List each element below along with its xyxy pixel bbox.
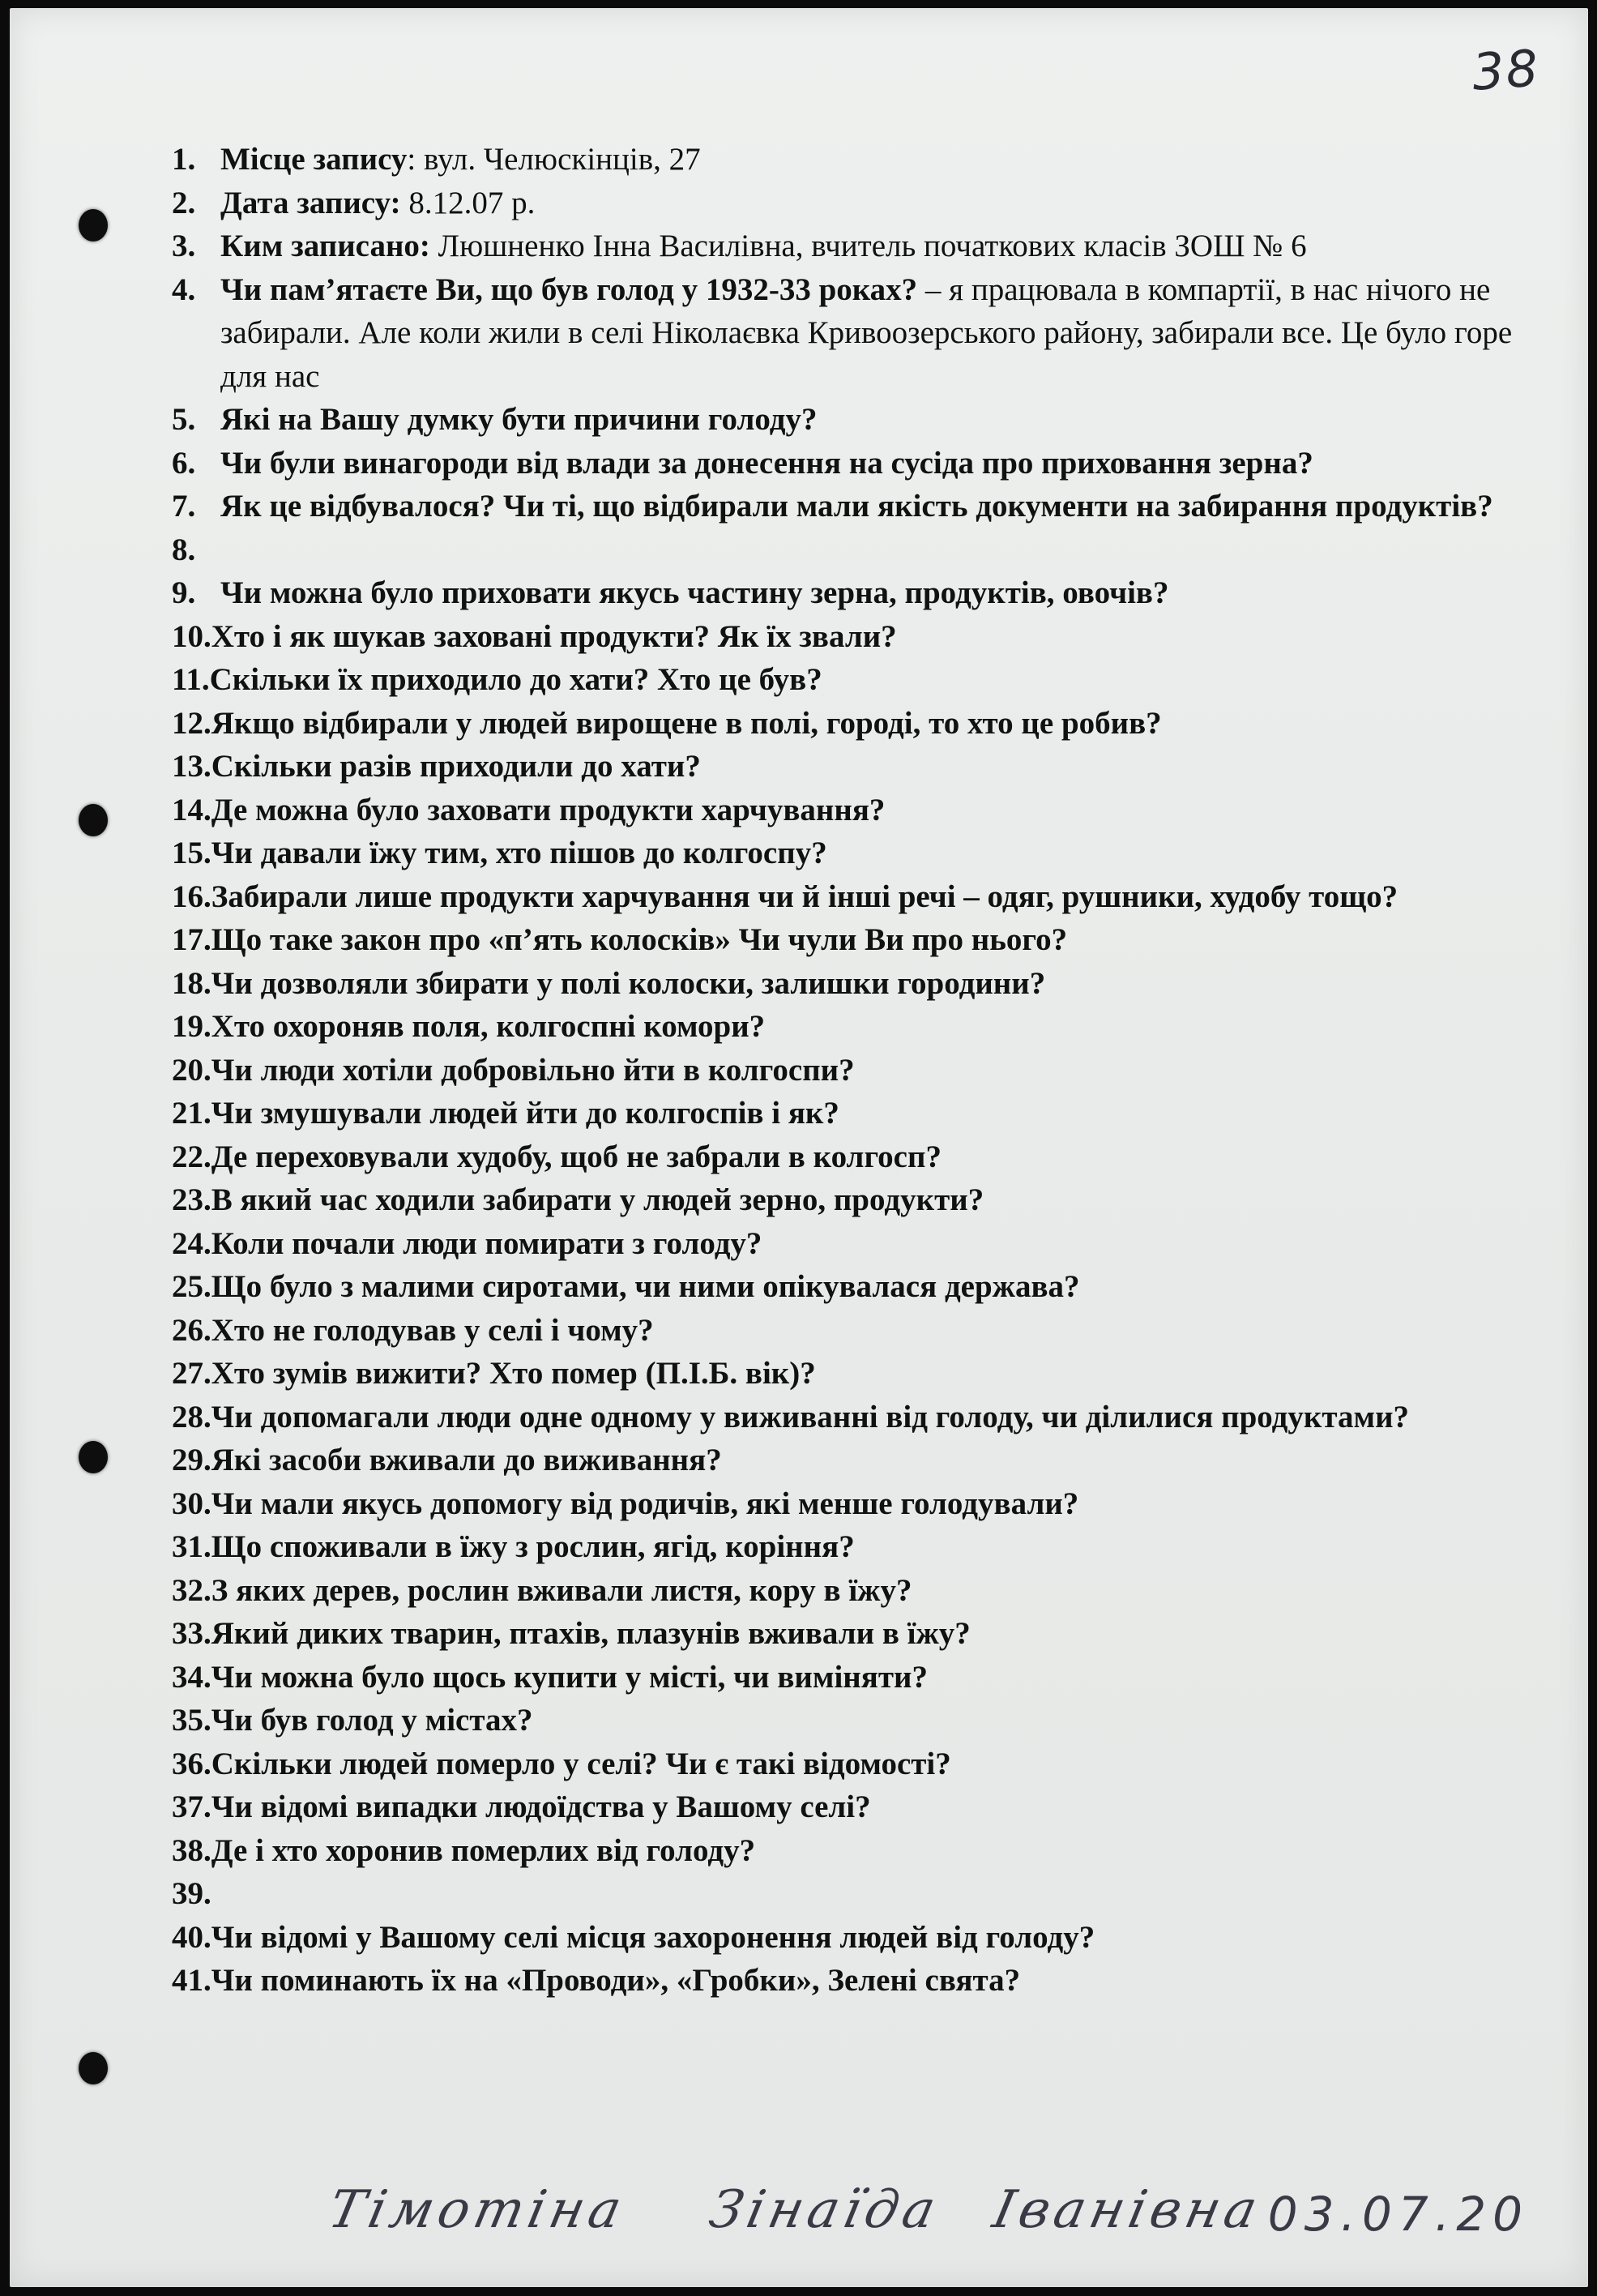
punch-hole-4 (79, 2052, 108, 2084)
question-item (172, 1396, 1549, 1439)
question-body (211, 1309, 1549, 1353)
question-text: Коли почали люди помирати з голоду? (211, 1225, 762, 1261)
question-text: Чи були винагороди від влади за донесення на сусіда про приховання зерна? (220, 445, 1313, 481)
question-body (211, 1525, 1549, 1569)
question-text: Де переховували худобу, щоб не забрали в колгосп? (211, 1139, 942, 1174)
questionnaire-list (172, 138, 1549, 2003)
question-item (172, 1005, 1549, 1049)
question-number: 33. (172, 1616, 211, 1651)
question-body (220, 442, 1549, 485)
question-body (211, 1049, 1549, 1092)
question-item (172, 1049, 1549, 1092)
question-body (211, 1785, 1549, 1829)
question-body (211, 1569, 1549, 1613)
question-item (172, 1872, 1549, 1916)
question-number: 39. (172, 1876, 211, 1911)
question-number: 21. (172, 1096, 211, 1131)
question-body (211, 1222, 1549, 1266)
question-number: 11. (172, 662, 210, 697)
question-item (172, 398, 1549, 442)
question-text: Чи можна було щось купити у місті, чи виміняти? (211, 1659, 928, 1695)
question-body (211, 918, 1549, 962)
question-number: 16. (172, 879, 211, 914)
question-text: Забирали лише продукти харчування чи й інші речі – одяг, рушники, худобу тощо? (211, 879, 1398, 914)
question-number: 19. (172, 1009, 211, 1044)
question-text: В який час ходили забирати у людей зерно, продукти? (211, 1182, 984, 1217)
question-item (172, 1439, 1549, 1482)
question-text: Чи мали якусь допомогу від родичів, які менше голодували? (211, 1486, 1079, 1521)
question-item (172, 182, 1549, 225)
question-text: Який диких тварин, птахів, плазунів вживали в їжу? (211, 1616, 971, 1651)
question-body (211, 1265, 1549, 1309)
question-text: Скільки людей померло у селі? Чи є такі відомості? (211, 1746, 951, 1781)
question-item (172, 571, 1549, 615)
question-text: Хто не голодував у селі і чому? (211, 1312, 654, 1348)
question-item (172, 918, 1549, 962)
question-item (172, 832, 1549, 875)
question-item (172, 1959, 1549, 2003)
question-body (211, 745, 1549, 789)
question-separator (917, 272, 925, 307)
question-text: Скільки разів приходили до хати? (211, 749, 701, 784)
question-item (172, 1742, 1549, 1786)
question-body (211, 1005, 1549, 1049)
question-text: Скільки їх приходило до хати? Хто це був? (209, 662, 822, 697)
question-number: 12. (172, 705, 211, 741)
question-number: 24. (172, 1225, 211, 1261)
question-text: Чи змушували людей йти до колгоспів і як? (211, 1096, 839, 1131)
question-item (172, 615, 1549, 659)
question-text: Чи був голод у містах? (211, 1703, 533, 1738)
punch-hole-2 (79, 804, 108, 836)
question-text: Хто зумів вижити? Хто помер (П.І.Б. вік)? (211, 1356, 816, 1391)
question-item (172, 1309, 1549, 1353)
question-body (211, 1829, 1549, 1873)
question-item (172, 268, 1549, 399)
question-number: 18. (172, 965, 211, 1001)
question-text: Які на Вашу думку бути причини голоду? (220, 402, 818, 437)
question-number: 29. (172, 1443, 211, 1477)
question-text: Хто і як шукав заховані продукти? Як їх звали? (211, 618, 897, 654)
question-number: 3. (172, 229, 196, 263)
question-number: 13. (172, 749, 211, 784)
question-number: 40. (172, 1919, 211, 1955)
answer-text: Люшненко Інна Василівна, вчитель початкових класів ЗОШ № 6 (438, 229, 1307, 263)
question-body (211, 1699, 1549, 1742)
question-number: 25. (172, 1269, 211, 1304)
question-text: Чи пам’ятаєте Ви, що був голод у 1932-33 роках? (220, 272, 918, 307)
question-item (172, 1612, 1549, 1656)
question-item (172, 1178, 1549, 1222)
question-body (211, 1092, 1549, 1135)
question-number: 23. (172, 1182, 211, 1217)
question-body (211, 1916, 1549, 1960)
question-item (172, 1569, 1549, 1613)
question-number: 1. (172, 142, 196, 177)
signature-given-name: Зінаїда (704, 2180, 946, 2240)
document-page (10, 8, 1588, 2287)
question-item (172, 1699, 1549, 1742)
question-body (210, 658, 1549, 702)
question-number: 26. (172, 1312, 211, 1348)
question-separator (401, 186, 409, 220)
question-item (172, 1829, 1549, 1873)
question-text: Якщо відбирали у людей вирощене в полі, городі, то хто це робив? (211, 705, 1162, 741)
question-number: 14. (172, 792, 211, 827)
question-text: Чи відомі випадки людоїдства у Вашому селі? (211, 1789, 871, 1824)
question-number: 17. (172, 922, 211, 957)
question-number: 9. (172, 575, 196, 610)
question-text: Що було з малими сиротами, чи ними опікувалася держава? (211, 1269, 1080, 1304)
question-number: 38. (172, 1832, 211, 1868)
question-text: Ким записано: (220, 229, 430, 263)
question-text: Які засоби вживали до виживання? (211, 1443, 722, 1477)
question-item (172, 658, 1549, 702)
punch-hole-3 (79, 1441, 108, 1473)
question-body (211, 1612, 1549, 1656)
question-text: Чи відомі у Вашому селі місця захоронення людей від голоду? (211, 1919, 1095, 1955)
question-text: З яких дерев, рослин вживали листя, кору в їжу? (211, 1572, 912, 1608)
question-number: 27. (172, 1356, 211, 1391)
question-body (211, 1135, 1549, 1179)
page-number: 38 (1470, 38, 1542, 102)
question-item (172, 1352, 1549, 1396)
question-body (211, 615, 1549, 659)
question-number: 6. (172, 445, 196, 481)
question-body (211, 1352, 1549, 1396)
question-number: 37. (172, 1789, 211, 1824)
question-number: 4. (172, 272, 196, 307)
question-number: 5. (172, 402, 196, 437)
signature-surname: Тімотіна (323, 2180, 632, 2240)
question-body (211, 702, 1549, 746)
question-body (211, 1959, 1549, 2003)
question-text: Чи допомагали люди одне одному у виживанні від голоду, чи ділилися продуктами? (211, 1399, 1410, 1434)
question-text: Де можна було заховати продукти харчування? (211, 792, 886, 827)
question-body (211, 1439, 1549, 1482)
question-body (211, 1482, 1549, 1526)
question-body (211, 789, 1549, 832)
question-number: 15. (172, 836, 211, 870)
question-item (172, 1785, 1549, 1829)
question-text: Чи давали їжу тим, хто пішов до колгоспу? (211, 836, 827, 870)
question-body (211, 1656, 1549, 1700)
question-number: 2. (172, 185, 196, 220)
answer-text: 8.12.07 р. (408, 185, 536, 220)
question-body (220, 138, 1549, 182)
question-text: Чи можна було приховати якусь частину зерна, продуктів, овочів? (220, 575, 1169, 610)
question-text: Хто охороняв поля, колгоспні комори? (211, 1009, 766, 1044)
question-text: Де і хто хоронив померлих від голоду? (211, 1832, 756, 1868)
question-number: 34. (172, 1659, 211, 1695)
question-number: 20. (172, 1052, 211, 1088)
question-item (172, 745, 1549, 789)
question-item (172, 1092, 1549, 1135)
question-body (220, 182, 1549, 225)
question-item (172, 485, 1549, 528)
question-number: 7. (172, 489, 196, 524)
question-separator: : (407, 142, 424, 177)
question-number: 8. (172, 532, 196, 567)
question-text: Місце запису (220, 142, 408, 177)
question-item (172, 1916, 1549, 1960)
signature-date: 03.07.20 (1267, 2187, 1529, 2242)
question-body (211, 1742, 1549, 1786)
question-body (220, 485, 1549, 528)
question-text: Дата запису: (220, 185, 401, 220)
handwritten-signature (323, 2164, 1545, 2253)
question-text: Що таке закон про «п’ять колосків» Чи чули Ви про нього? (211, 922, 1068, 957)
question-item (172, 1222, 1549, 1266)
question-body (211, 962, 1549, 1006)
question-number: 31. (172, 1529, 211, 1564)
punch-hole-1 (79, 209, 108, 242)
question-number: 22. (172, 1139, 211, 1174)
question-number: 30. (172, 1486, 211, 1521)
question-text: Чи люди хотіли добровільно йти в колгоспи? (211, 1052, 855, 1088)
question-item (172, 962, 1549, 1006)
question-text: Чи дозволяли збирати у полі колоски, залишки городини? (211, 965, 1046, 1001)
question-item (172, 138, 1549, 182)
question-body (211, 1396, 1549, 1439)
question-item (172, 528, 1549, 572)
question-text: Чи поминають їх на «Проводи», «Гробки», Зелені свята? (211, 1963, 1021, 1998)
question-body (211, 832, 1549, 875)
question-body (220, 398, 1549, 442)
question-body (211, 875, 1549, 919)
answer-text: вул. Челюскінців, 27 (423, 142, 701, 177)
question-item (172, 1265, 1549, 1309)
question-item (172, 1525, 1549, 1569)
signature-patronymic: Іванівна (988, 2180, 1267, 2240)
question-number: 32. (172, 1572, 211, 1608)
question-body (220, 224, 1549, 268)
question-number: 35. (172, 1703, 211, 1738)
question-number: 10. (172, 618, 211, 654)
question-item (172, 224, 1549, 268)
question-number: 41. (172, 1963, 211, 1998)
question-number: 36. (172, 1746, 211, 1781)
question-item (172, 1656, 1549, 1700)
answer-text: – я працювала в компартії, в нас нічого не забирали. Але коли жили в селі Ніколаєвка Кривоозерського району, забирали все. Це було горе для нас (220, 272, 1520, 394)
question-body (220, 571, 1549, 615)
question-item (172, 1482, 1549, 1526)
question-item (172, 789, 1549, 832)
question-body (211, 1178, 1549, 1222)
question-separator (430, 229, 438, 263)
question-item (172, 702, 1549, 746)
question-text: Як це відбувалося? Чи ті, що відбирали мали якість документи на забирання продуктів? (220, 489, 1493, 524)
question-item (172, 442, 1549, 485)
question-body (220, 268, 1549, 399)
question-number: 28. (172, 1399, 211, 1434)
question-text: Що споживали в їжу з рослин, ягід, коріння? (211, 1529, 855, 1564)
question-item (172, 875, 1549, 919)
question-item (172, 1135, 1549, 1179)
